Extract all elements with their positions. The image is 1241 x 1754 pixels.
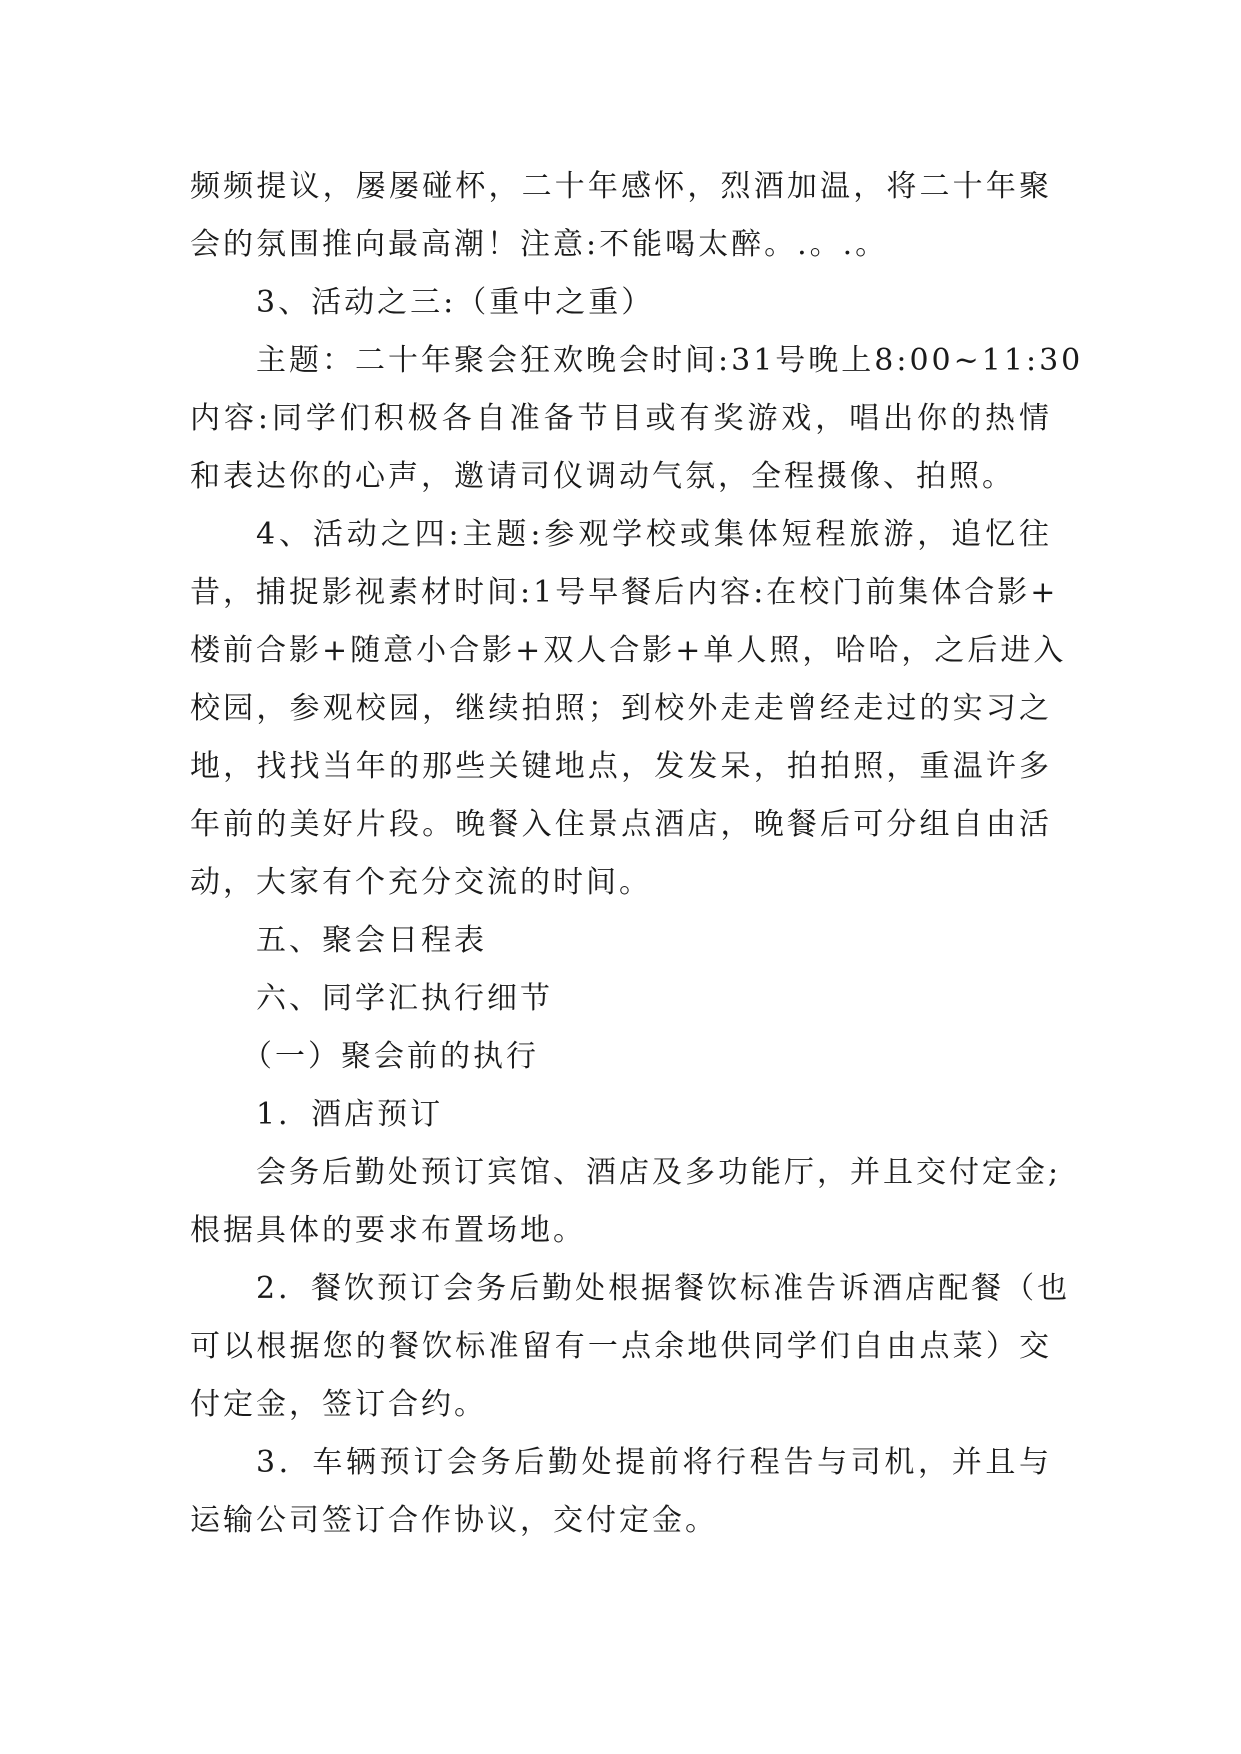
- section-heading: 1．酒店预订: [256, 1097, 444, 1132]
- paragraph-line: 地，找找当年的那些关键地点，发发呆，拍拍照，重温许多: [190, 749, 1052, 784]
- paragraph-line: 频频提议，屡屡碰杯，二十年感怀，烈酒加温，将二十年聚: [190, 169, 1052, 204]
- paragraph-line: 校园，参观校园，继续拍照；到校外走走曾经走过的实习之: [190, 691, 1052, 726]
- document-body: [190, 158, 1084, 1550]
- paragraph-line: 4、活动之四:主题:参观学校或集体短程旅游，追忆往: [256, 517, 1052, 552]
- paragraph-line: 楼前合影+随意小合影+双人合影+单人照，哈哈，之后进入: [190, 633, 1067, 668]
- paragraph-line: 和表达你的心声，邀请司仪调动气氛，全程摄像、拍照。: [190, 459, 1015, 494]
- paragraph-line: 昔，捕捉影视素材时间:1号早餐后内容:在校门前集体合影+: [190, 575, 1059, 610]
- paragraph-line: 年前的美好片段。晚餐入住景点酒店，晚餐后可分组自由活: [190, 807, 1052, 842]
- paragraph-line: 会的氛围推向最高潮！注意:不能喝太醉。.。.。: [190, 227, 889, 262]
- section-heading: 六、同学汇执行细节: [256, 981, 553, 1016]
- paragraph-line: 主题：二十年聚会狂欢晚会时间:31号晚上8:00~11:30: [256, 343, 1084, 378]
- paragraph-line: 2．餐饮预订会务后勤处根据餐饮标准告诉酒店配餐（也: [256, 1271, 1071, 1306]
- paragraph-line: 付定金，签订合约。: [190, 1387, 487, 1422]
- paragraph-line: 根据具体的要求布置场地。: [190, 1213, 586, 1248]
- paragraph-line: 运输公司签订合作协议，交付定金。: [190, 1503, 718, 1538]
- section-heading: 3、活动之三:（重中之重）: [256, 285, 655, 320]
- section-heading: （一）聚会前的执行: [242, 1039, 539, 1074]
- paragraph-line: 动，大家有个充分交流的时间。: [190, 865, 652, 900]
- paragraph-line: 内容:同学们积极各自准备节目或有奖游戏，唱出你的热情: [190, 401, 1052, 436]
- paragraph-line: 3．车辆预订会务后勤处提前将行程告与司机，并且与: [256, 1445, 1052, 1480]
- paragraph-line: 会务后勤处预订宾馆、酒店及多功能厅，并且交付定金;: [256, 1155, 1062, 1190]
- paragraph-line: 可以根据您的餐饮标准留有一点余地供同学们自由点菜）交: [190, 1329, 1052, 1364]
- section-heading: 五、聚会日程表: [256, 923, 487, 958]
